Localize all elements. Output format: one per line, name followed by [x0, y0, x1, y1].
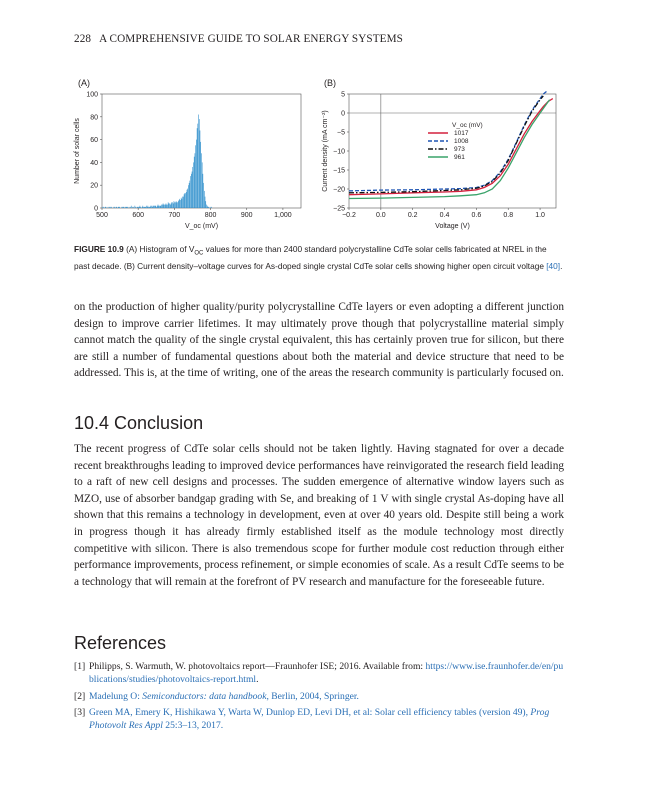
y-tick-label: −10 [333, 148, 345, 156]
reference-rest: 25:3–13, 2017. [162, 720, 224, 732]
histogram-bar [172, 202, 173, 208]
histogram-bar [206, 205, 207, 208]
caption-end: . [560, 261, 563, 272]
x-tick-label: 0.0 [375, 212, 386, 219]
histogram-bar [123, 207, 124, 208]
jv-frame [349, 94, 556, 208]
histogram-bar [194, 157, 195, 208]
histogram-bar [144, 207, 145, 208]
histogram-bar [156, 206, 157, 208]
caption-text-a: (A) Histogram of V [126, 244, 195, 254]
histogram-panel [74, 92, 301, 231]
histogram-bar [116, 207, 117, 208]
histogram-bar [161, 206, 162, 208]
histogram-bar [177, 202, 178, 208]
caption-sub: OC [194, 250, 204, 257]
running-header [74, 33, 403, 45]
histogram-bar [109, 207, 110, 208]
histogram-bar [114, 207, 115, 208]
histogram-bar [152, 207, 153, 208]
y-tick-label: −15 [333, 167, 345, 175]
y-tick-label: 40 [90, 159, 98, 167]
histogram-bar [200, 130, 201, 208]
x-tick-label: 0.4 [439, 212, 450, 219]
histogram-bar [130, 207, 131, 208]
y-tick-label: 80 [90, 114, 98, 122]
histogram-bar [169, 203, 170, 208]
histogram-bar [149, 207, 150, 208]
histogram-bar [179, 200, 180, 208]
page-number: 228 [74, 33, 92, 45]
histogram-bar [106, 207, 107, 208]
histogram-bar [137, 207, 138, 208]
y-tick-label: −5 [337, 129, 345, 137]
histogram-bar [161, 205, 162, 208]
histogram-bar [196, 140, 197, 208]
histogram-bar [142, 207, 143, 208]
histogram-bar [163, 203, 164, 208]
reference-number: [1] [74, 661, 86, 672]
histogram-bar [203, 183, 204, 208]
histogram-bar [193, 162, 194, 208]
y-tick-label: 5 [341, 91, 345, 99]
reference-journal: Prog Photovolt Res Appl [89, 706, 550, 732]
histogram-bar [122, 207, 123, 208]
x-tick-label: 1.0 [535, 212, 545, 219]
histogram-bar [205, 197, 206, 208]
histogram-bar [180, 200, 181, 208]
histogram-bar [169, 203, 170, 208]
histogram-bar [200, 142, 201, 208]
histogram-bar [158, 206, 159, 208]
legend-label: 961 [454, 154, 465, 161]
y-tick-label: 0 [341, 110, 345, 118]
histogram-bar [174, 201, 175, 208]
histogram-bar [166, 205, 167, 208]
histogram-bar [156, 207, 157, 208]
panel-a-label: (A) [78, 78, 90, 88]
x-tick-label: 1,000 [274, 212, 292, 219]
y-tick-label: −20 [333, 186, 345, 194]
histogram-bar [145, 207, 146, 208]
histogram-bar [111, 207, 112, 208]
histogram-bar [153, 206, 154, 208]
x-tick-label: 0.8 [503, 212, 514, 219]
histogram-bar [199, 119, 200, 208]
histogram-bar [140, 206, 141, 208]
histogram-bar [191, 174, 192, 208]
histogram-bar [189, 183, 190, 208]
histogram-bar [171, 202, 172, 208]
histogram-bar [203, 174, 204, 208]
histogram-bar [188, 185, 189, 208]
histogram-bar [208, 207, 209, 208]
histogram-bar [116, 207, 117, 208]
histogram-bar [159, 206, 160, 208]
histogram-bar [145, 207, 146, 208]
histogram-bar [146, 206, 147, 208]
y-axis-label: Number of solar cells [74, 118, 81, 184]
figure-10-9 [56, 74, 576, 234]
histogram-bar [151, 206, 152, 208]
body-paragraph-1: on the production of higher quality/purity polycrystalline CdTe layers or even adopting a different junction design to improve carrier lifetimes. It may ultimately prove though that polycrystalline material simply cannot match the quality of the single crystal equivalent, this has certainly proven true for silicon, but there are still a number of fundamental questions about both the material and device structure that need to be addressed. This is, at the time of writing, one of the areas the research community is particularly focused on. [74, 301, 564, 380]
histogram-bar [204, 191, 205, 208]
histogram-bar [133, 207, 134, 208]
x-axis-label: Voltage (V) [435, 223, 470, 230]
histogram-bar [186, 192, 187, 208]
histogram-bar [158, 205, 159, 208]
reference-authors: Green MA, Emery K, Hishikawa Y, Warta W, Dunlop ED, Levi DH, et al: Solar cell efficiency tables (version 49), [89, 706, 531, 718]
x-tick-label: 800 [204, 212, 217, 219]
histogram-bar [210, 207, 211, 208]
histogram-bar [195, 153, 196, 208]
reference-title: Semiconductors: data handbook [142, 690, 267, 702]
histogram-bar [175, 202, 176, 208]
x-tick-label: 500 [96, 212, 108, 219]
histogram-bar [176, 201, 177, 208]
jv-series-961 [349, 100, 550, 199]
y-tick-label: −25 [333, 205, 345, 213]
histogram-bar [182, 197, 183, 208]
reference-link[interactable] [89, 706, 564, 732]
histogram-bar [211, 207, 212, 208]
histogram-bar [108, 207, 109, 208]
histogram-bar [185, 193, 186, 208]
histogram-bar [170, 205, 171, 208]
histogram-bar [143, 206, 144, 208]
reference-authors: Madelung O: [89, 690, 143, 702]
y-tick-label: 60 [90, 137, 98, 145]
reference-number: [2] [74, 690, 86, 702]
histogram-bar [150, 206, 151, 208]
histogram-bar [190, 176, 191, 208]
histogram-bar [124, 207, 125, 208]
histogram-bar [119, 207, 120, 208]
section-heading: 10.4 Conclusion [74, 413, 204, 433]
histogram-bar [125, 207, 126, 208]
histogram-bar [160, 206, 161, 208]
jv-series-973 [349, 96, 543, 193]
reference-list [74, 660, 564, 736]
histogram-bar [148, 207, 149, 208]
reference-tail: . [256, 674, 259, 686]
reference-url-link[interactable]: https://www.ise.fraunhofer.de/en/publications/studies/photovoltaics-report.html [89, 661, 564, 686]
histogram-bar [173, 203, 174, 208]
body-paragraph-2: The recent progress of CdTe solar cells should not be taken lightly. Having stagnated for over a decade recent breakthroughs leading to improved device performances have reinvigorated the research field leading to a raft of new cell designs and processes. The sudden emergence of alternative window layers such as MZO, use of absorber bandgap grading with Se, and breaking of 1 V with single crystal As-doping have all shown that this remains a technology in development, even at over 40 years old. Despite still being a work in progress though it has already firmly established itself as the module technology most directly competitive with silicon. There is also tremendous scope for further module cost reduction through either performance improvements, process refinement, or simple economies of scale. As a result CdTe seems to be a technology that will remain at the forefront of PV research and manufacture for the foreseeable future. [74, 443, 564, 588]
histogram-bar [168, 202, 169, 208]
reference-number: [3] [74, 706, 86, 718]
histogram-bar [137, 207, 138, 208]
histogram-bar [135, 206, 136, 208]
histogram-bar [139, 207, 140, 208]
histogram-bar [177, 202, 178, 208]
histogram-bar [207, 206, 208, 208]
histogram-bar [208, 207, 209, 208]
x-tick-label: 700 [168, 212, 181, 219]
histogram-bar [110, 207, 111, 208]
y-axis-label: Current density (mA cm⁻²) [322, 110, 329, 192]
legend-label: 1017 [454, 130, 469, 137]
caption-label: FIGURE 10.9 [74, 244, 124, 254]
reference-rest: , Berlin, 2004, Springer. [266, 690, 359, 702]
histogram-bar [131, 206, 132, 208]
x-tick-label: 600 [132, 212, 145, 219]
histogram-bar [143, 207, 144, 208]
histogram-bar [127, 207, 128, 208]
figure-caption [74, 243, 564, 273]
histogram-bar [174, 202, 175, 208]
histogram-bar [192, 167, 193, 208]
histogram-bar [140, 207, 141, 208]
histogram-bar [205, 201, 206, 208]
histogram-bar [154, 206, 155, 208]
y-tick-label: 100 [86, 91, 98, 99]
reference-text: Philipps, S. Warmuth, W. photovoltaics report—Fraunhofer ISE; 2016. Available from: [89, 661, 426, 672]
caption-text-b: values for more than 2400 standard polycrystalline CdTe solar cells fabricated at NREL in the past decade. (B) Current density–voltage curves for As-doped single crystal CdTe solar cells showing higher open circuit voltage [74, 244, 547, 272]
x-tick-label: −0.2 [342, 212, 356, 219]
reference-item [74, 660, 564, 686]
histogram-bar [153, 206, 154, 208]
histogram-bar [103, 207, 104, 208]
histogram-bar [155, 206, 156, 208]
histogram-bar [166, 203, 167, 208]
histogram-bar [167, 205, 168, 208]
histogram-bar [148, 206, 149, 208]
histogram-bar [178, 201, 179, 208]
histogram-bar [122, 207, 123, 208]
histogram-bar [129, 207, 130, 208]
histogram-bar [198, 115, 199, 208]
histogram-bar [187, 190, 188, 208]
histogram-bar [165, 205, 166, 208]
histogram-bar [119, 207, 120, 208]
legend-label: 1008 [454, 138, 469, 145]
reference-item [74, 706, 564, 732]
histogram-bar [126, 207, 127, 208]
x-tick-label: 0.2 [407, 212, 418, 219]
histogram-bar [195, 145, 196, 208]
histogram-bar [114, 207, 115, 208]
histogram-bar [164, 205, 165, 208]
jv-curves-panel [322, 90, 556, 230]
histogram-bar [184, 193, 185, 208]
legend-label: 973 [454, 146, 465, 153]
histogram-bar [198, 124, 199, 208]
histogram-bar [190, 181, 191, 208]
histogram-bar [150, 207, 151, 208]
histogram-bar [164, 205, 165, 208]
reference-link[interactable] [89, 690, 564, 703]
y-tick-label: 20 [90, 182, 98, 190]
histogram-bar [135, 207, 136, 208]
book-title: A COMPREHENSIVE GUIDE TO SOLAR ENERGY SYSTEMS [99, 33, 403, 45]
histogram-bar [182, 199, 183, 208]
histogram-bar [171, 203, 172, 208]
reference-item [74, 690, 564, 703]
histogram-bar [127, 207, 128, 208]
histogram-bar [183, 197, 184, 208]
histogram-bar [162, 205, 163, 208]
references-heading: References [74, 633, 167, 653]
histogram-bar [201, 153, 202, 208]
y-tick-label: 0 [94, 205, 98, 213]
histogram-bar [138, 207, 139, 208]
histogram-bar [147, 207, 148, 208]
histogram-bar [181, 198, 182, 208]
histogram-bar [132, 207, 133, 208]
histogram-bar [197, 128, 198, 208]
x-axis-label: V_oc (mV) [184, 223, 219, 230]
caption-citation-link[interactable]: [40] [546, 261, 561, 272]
panel-b-label: (B) [324, 78, 336, 88]
histogram-bar [184, 194, 185, 208]
histogram-bar [102, 207, 103, 208]
histogram-bar [118, 207, 119, 208]
x-tick-label: 900 [240, 212, 253, 219]
histogram-bar [105, 207, 106, 208]
histogram-bar [192, 172, 193, 208]
histogram-bar [179, 199, 180, 208]
x-tick-label: 0.6 [471, 212, 482, 219]
histogram-bar [157, 206, 158, 208]
histogram-bar [202, 162, 203, 208]
histogram-bar [187, 189, 188, 208]
legend-title: V_oc (mV) [452, 122, 483, 129]
